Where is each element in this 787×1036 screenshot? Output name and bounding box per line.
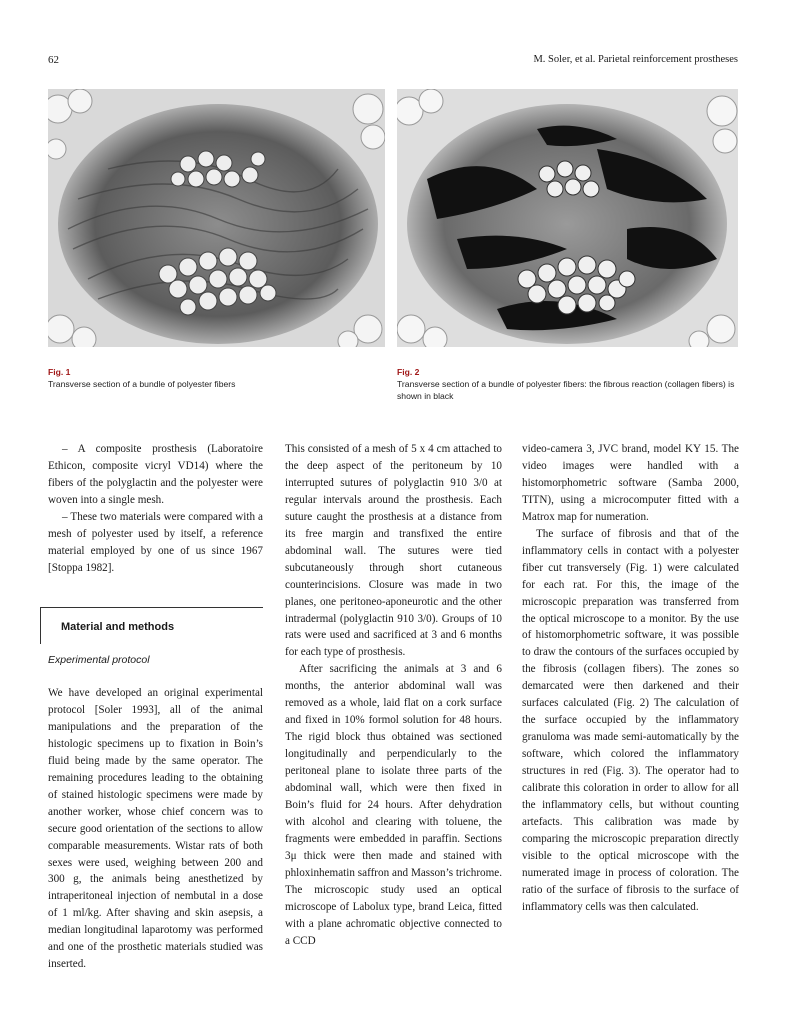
figure-2-label: Fig. 2: [397, 367, 420, 377]
section-title: Material and methods: [61, 621, 175, 633]
paragraph-video: video-camera 3, JVC brand, model KY 15. The video images were handled with a histomorphometric software (Samba 2000, TITN), using a microcomputer fitted with a Matrox map for numeration.: [522, 443, 739, 523]
paragraph-fibrosis: The surface of fibrosis and that of the inflammatory cells in contact with a polyester fiber cut transversely (Fig. 1) were calculated for each rat. For this, the image of the microscopic preparation was transferred from the optical microscope to a monitor. By the use of histomorphometric software, it was possible to draw the contours of the surfaces occupied by the fibrosis (collagen fibers). The zones so demarcated were then darkened and their surfaces calculated (Fig. 2) The calculation of the surface occupied by the inflammatory granuloma was made semi-automatically by the software, which colored the inflammatory structures in red (Fig. 3). The operator had to calibrate this coloration in order to allow for all the inflammatory cells, but without counting artefacts. This calibration was made by comparing the microscopic preparation directly visible to the optical microscope with the numerated image in process of coloration. The ratio of the surface of fibrosis to the surface of inflammatory cells was then calculated.: [522, 527, 739, 913]
page-number: 62: [48, 54, 59, 66]
column-1-bottom: [48, 685, 263, 973]
micrograph-1-image: [48, 89, 385, 347]
figure-2-caption: [397, 366, 738, 402]
column-1-top: [48, 441, 263, 577]
figure-1-caption: [48, 366, 378, 390]
figure-1-caption-text: Transverse section of a bundle of polyester fibers: [48, 379, 236, 389]
figure-2-micrograph: [397, 89, 738, 347]
figure-1-micrograph: [48, 89, 385, 347]
running-head: M. Soler, et al. Parietal reinforcement prostheses: [533, 54, 738, 65]
paragraph-mesh: This consisted of a mesh of 5 x 4 cm attached to the deep aspect of the peritoneum by 10 interrupted sutures of polyglactin 910 3/0 at regular intervals around the prosthesis. Each suture caught the prosthesis at a distance from its free margin and transfixed the entire abdominal wall. The sutures were tied subcutaneously through short cutaneous counterincisions. Closure was made in two planes, one peritoneo-aponeurotic and the other intradermal (polyglactin 910 3/0). Groups of 10 rats were used and sacrificed at 3 and 6 months for each type of prosthesis.: [285, 443, 502, 659]
figure-2-caption-text: Transverse section of a bundle of polyester fibers: the fibrous reaction (collagen fibers) is shown in black: [397, 379, 735, 401]
paragraph-protocol: We have developed an original experimental protocol [Soler 1993], all of the animal manipulations and the preparation of the histologic specimens up to fixation in Boin’s fluid being made by the same operator. The remaining procedures leading to the obtaining of stained histologic specimens were made by another worker, whose chief concern was to secure good orientation of the sections to allow comparable measurements. Wistar rats of both sexes were used, weighing between 200 and 300 g, the animals being anesthetized by intraperitoneal injection of nembutal in a dose of 1 ml/kg. After shaving and skin asepsis, a median longitudinal laparotomy was performed and one of the prosthetic materials studied was inserted.: [48, 687, 263, 971]
micrograph-2-image: [397, 89, 738, 347]
paragraph-composite-prosthesis: – A composite prosthesis (Laboratoire Ethicon, composite vicryl VD14) where the fibers of the polyglactin and the polyester were woven into a single mesh.: [48, 443, 263, 506]
column-2: [285, 441, 502, 950]
paragraph-comparison: – These two materials were compared with a mesh of polyester used by itself, a reference material employed by one of us since 1967 [Stoppa 1982].: [48, 510, 263, 574]
column-3: [522, 441, 739, 916]
subsection-title: Experimental protocol: [48, 654, 150, 666]
paragraph-sacrifice: After sacrificing the animals at 3 and 6 months, the anterior abdominal wall was removed as a whole, laid flat on a cork surface and fixed in 10% formol solution for 48 hours. The rigid block thus obtained was sectioned longitudinally and perpendicularly to the peritoneal plane to isolate three parts of the abdominal wall, which were then fixed in Boin’s fluid for 24 hours. After dehydration with alcohol and clearing with toluene, the fragments were embedded in paraffin. Sections 3μ thick were then made and stained with phloxinhematin saffron and Masson’s trichrome. The microscopic study used an optical microscope of Labolux type, brand Leica, fitted with a plane achromatic objective connected to a CCD: [285, 663, 502, 947]
figure-1-label: Fig. 1: [48, 367, 71, 377]
